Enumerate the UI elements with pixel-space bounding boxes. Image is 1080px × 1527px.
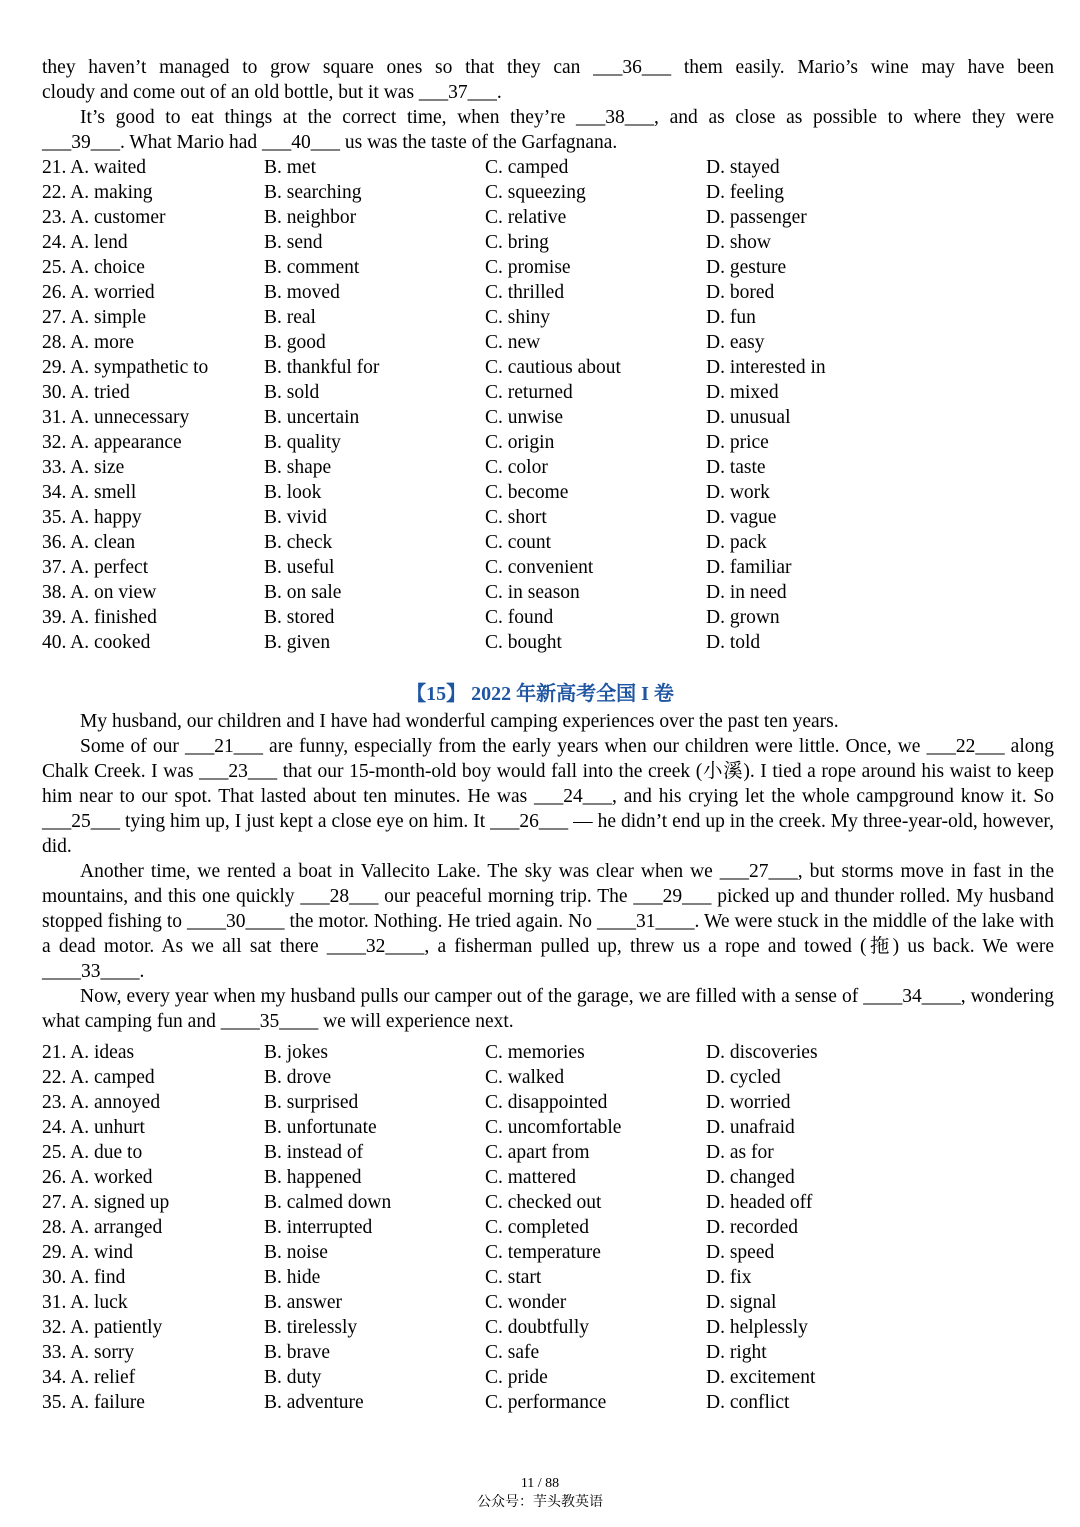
- option-choice: 33. A. sorry: [42, 1342, 135, 1363]
- top-passage: [42, 55, 1054, 155]
- footer-account: 公众号：芋头教英语: [477, 1495, 603, 1510]
- option-choice: C. new: [485, 332, 541, 353]
- option-choice: D. excitement: [706, 1367, 816, 1388]
- option-choice: B. answer: [264, 1292, 342, 1313]
- option-choice: C. short: [485, 507, 547, 528]
- option-choice: 32. A. appearance: [42, 432, 182, 453]
- option-choice: B. noise: [264, 1242, 328, 1263]
- option-choice: B. searching: [264, 182, 362, 203]
- option-choice: B. drove: [264, 1067, 332, 1088]
- option-choice: D. recorded: [706, 1217, 799, 1238]
- option-choice: B. thankful for: [264, 357, 380, 378]
- option-choice: 28. A. arranged: [42, 1217, 163, 1238]
- option-choice: C. start: [485, 1267, 542, 1288]
- option-row: [42, 1215, 1042, 1240]
- option-choice: D. grown: [706, 607, 780, 628]
- page-number: 11 / 88: [520, 1476, 560, 1491]
- option-row: [42, 1240, 1042, 1265]
- option-row: [42, 1390, 1042, 1415]
- option-choice: C. memories: [485, 1042, 585, 1063]
- section-title: 【15】 2022 年新高考全国 I 卷: [406, 683, 674, 705]
- option-choice: B. unfortunate: [264, 1117, 377, 1138]
- option-choice: D. show: [706, 232, 772, 253]
- option-choice: 29. A. wind: [42, 1242, 134, 1263]
- option-choice: C. disappointed: [485, 1092, 608, 1113]
- option-choice: C. color: [485, 457, 548, 478]
- option-choice: B. brave: [264, 1342, 331, 1363]
- option-choice: 23. A. customer: [42, 207, 166, 228]
- passage-line: cloudy and come out of an old bottle, but it was ___37___.: [42, 82, 502, 103]
- option-row: [42, 280, 1042, 305]
- option-choice: 29. A. sympathetic to: [42, 357, 209, 378]
- option-row: [42, 1115, 1042, 1140]
- option-choice: 21. A. ideas: [42, 1042, 135, 1063]
- option-row: [42, 1190, 1042, 1215]
- option-choice: 38. A. on view: [42, 582, 157, 603]
- option-row: [42, 1065, 1042, 1090]
- option-row: [42, 530, 1042, 555]
- option-choice: D. passenger: [706, 207, 807, 228]
- option-choice: C. bring: [485, 232, 549, 253]
- option-choice: 25. A. due to: [42, 1142, 143, 1163]
- option-choice: C. wonder: [485, 1292, 567, 1313]
- option-choice: D. gesture: [706, 257, 787, 278]
- option-choice: D. in need: [706, 582, 787, 603]
- option-choice: 33. A. size: [42, 457, 125, 478]
- option-choice: B. good: [264, 332, 326, 353]
- option-choice: B. check: [264, 532, 333, 553]
- option-choice: D. work: [706, 482, 770, 503]
- option-choice: C. apart from: [485, 1142, 590, 1163]
- option-choice: B. uncertain: [264, 407, 360, 428]
- option-row: [42, 605, 1042, 630]
- option-choice: C. bought: [485, 632, 562, 653]
- option-choice: B. vivid: [264, 507, 327, 528]
- option-choice: C. completed: [485, 1217, 589, 1238]
- option-choice: 25. A. choice: [42, 257, 145, 278]
- option-choice: 28. A. more: [42, 332, 135, 353]
- option-row: [42, 1165, 1042, 1190]
- option-row: [42, 455, 1042, 480]
- option-choice: 22. A. camped: [42, 1067, 155, 1088]
- option-choice: B. happened: [264, 1167, 362, 1188]
- option-choice: 26. A. worked: [42, 1167, 153, 1188]
- option-choice: B. interrupted: [264, 1217, 373, 1238]
- option-choice: 34. A. smell: [42, 482, 137, 503]
- option-row: [42, 380, 1042, 405]
- option-choice: B. jokes: [264, 1042, 328, 1063]
- option-choice: C. become: [485, 482, 569, 503]
- option-choice: C. uncomfortable: [485, 1117, 622, 1138]
- passage-paragraph: Some of our ___21___ are funny, especially from the early years when our children were little. Once, we ___22___ along Chalk Creek. I was ___23___ that our 15-month-old boy would fall into the creek (小溪). I tied a rope around his waist to keep him near to our spot. That lasted about ten minutes. He was ___24___, and his crying let the whole campground know it. So ___25___ tying him up, I just kept a close eye on him. It ___26___ — he didn’t end up in the creek. My three-year-old, however, did.: [42, 736, 1054, 857]
- option-choice: D. headed off: [706, 1192, 813, 1213]
- option-row: [42, 1315, 1042, 1340]
- option-row: [42, 355, 1042, 380]
- option-row: [42, 205, 1042, 230]
- option-row: [42, 1340, 1042, 1365]
- option-choice: C. camped: [485, 157, 569, 178]
- option-choice: C. performance: [485, 1392, 607, 1413]
- option-row: [42, 505, 1042, 530]
- passage-line: ___39___. What Mario had ___40___ us was the taste of the Garfagnana.: [42, 132, 618, 153]
- option-choice: D. changed: [706, 1167, 795, 1188]
- option-choice: C. squeezing: [485, 182, 586, 203]
- passage-2: [42, 709, 1054, 1034]
- option-choice: B. quality: [264, 432, 341, 453]
- option-choice: C. checked out: [485, 1192, 602, 1213]
- option-choice: D. familiar: [706, 557, 792, 578]
- option-choice: 40. A. cooked: [42, 632, 151, 653]
- option-choice: D. fun: [706, 307, 756, 328]
- option-choice: C. doubtfully: [485, 1317, 590, 1338]
- passage-paragraph: Now, every year when my husband pulls our camper out of the garage, we are filled with a sense of ____34____, wondering what camping fun and ____35____ we will experience next.: [42, 986, 1054, 1032]
- option-choice: B. useful: [264, 557, 335, 578]
- option-choice: B. shape: [264, 457, 332, 478]
- option-choice: B. moved: [264, 282, 340, 303]
- option-choice: 32. A. patiently: [42, 1317, 163, 1338]
- option-choice: B. hide: [264, 1267, 321, 1288]
- option-row: [42, 430, 1042, 455]
- passage-paragraph: My husband, our children and I have had wonderful camping experiences over the past ten years.: [80, 711, 839, 732]
- option-choice: B. instead of: [264, 1142, 364, 1163]
- passage-line: they haven’t managed to grow square ones so that they can ___36___ them easily. Mario’s wine may have been: [42, 57, 1054, 78]
- option-choice: C. safe: [485, 1342, 540, 1363]
- option-choice: D. fix: [706, 1267, 752, 1288]
- option-choice: D. speed: [706, 1242, 775, 1263]
- option-choice: D. worried: [706, 1092, 791, 1113]
- option-row: [42, 1040, 1042, 1065]
- option-choice: 39. A. finished: [42, 607, 157, 628]
- option-choice: B. neighbor: [264, 207, 357, 228]
- option-choice: 35. A. happy: [42, 507, 142, 528]
- option-choice: D. interested in: [706, 357, 826, 378]
- option-choice: D. discoveries: [706, 1042, 818, 1063]
- option-row: [42, 230, 1042, 255]
- option-choice: 24. A. lend: [42, 232, 128, 253]
- option-choice: B. calmed down: [264, 1192, 392, 1213]
- option-choice: C. count: [485, 532, 552, 553]
- option-choice: 27. A. signed up: [42, 1192, 170, 1213]
- option-choice: C. mattered: [485, 1167, 576, 1188]
- option-choice: B. look: [264, 482, 322, 503]
- option-row: [42, 1365, 1042, 1390]
- option-choice: B. send: [264, 232, 323, 253]
- option-row: [42, 1090, 1042, 1115]
- option-choice: C. origin: [485, 432, 555, 453]
- option-row: [42, 155, 1042, 180]
- option-row: [42, 1290, 1042, 1315]
- option-choice: D. as for: [706, 1142, 774, 1163]
- option-choice: D. cycled: [706, 1067, 781, 1088]
- passage-line: It’s good to eat things at the correct time, when they’re ___38___, and as close as possible to where they were: [80, 107, 1054, 128]
- option-choice: 36. A. clean: [42, 532, 136, 553]
- option-choice: B. stored: [264, 607, 335, 628]
- option-choice: 23. A. annoyed: [42, 1092, 161, 1113]
- option-choice: D. unusual: [706, 407, 791, 428]
- option-choice: B. duty: [264, 1367, 322, 1388]
- option-choice: B. tirelessly: [264, 1317, 358, 1338]
- option-choice: C. pride: [485, 1367, 548, 1388]
- option-choice: C. walked: [485, 1067, 565, 1088]
- option-choice: 30. A. find: [42, 1267, 126, 1288]
- option-choice: C. thrilled: [485, 282, 565, 303]
- option-row: [42, 555, 1042, 580]
- option-choice: 35. A. failure: [42, 1392, 145, 1413]
- option-choice: D. taste: [706, 457, 766, 478]
- option-choice: D. told: [706, 632, 761, 653]
- option-choice: D. feeling: [706, 182, 784, 203]
- option-choice: D. helplessly: [706, 1317, 808, 1338]
- option-row: [42, 180, 1042, 205]
- option-choice: 31. A. unnecessary: [42, 407, 190, 428]
- option-choice: D. stayed: [706, 157, 780, 178]
- option-choice: 22. A. making: [42, 182, 153, 203]
- options-list-2: [42, 1040, 1042, 1415]
- option-choice: D. unafraid: [706, 1117, 795, 1138]
- option-choice: 31. A. luck: [42, 1292, 128, 1313]
- option-choice: C. convenient: [485, 557, 594, 578]
- option-choice: B. met: [264, 157, 316, 178]
- option-row: [42, 1265, 1042, 1290]
- option-choice: B. comment: [264, 257, 360, 278]
- option-choice: B. sold: [264, 382, 320, 403]
- option-row: [42, 405, 1042, 430]
- option-choice: C. found: [485, 607, 554, 628]
- option-choice: B. real: [264, 307, 316, 328]
- option-choice: C. in season: [485, 582, 580, 603]
- option-choice: B. adventure: [264, 1392, 364, 1413]
- option-row: [42, 330, 1042, 355]
- option-row: [42, 1140, 1042, 1165]
- option-row: [42, 580, 1042, 605]
- options-list-1: [42, 155, 1042, 655]
- option-choice: C. promise: [485, 257, 571, 278]
- option-choice: D. right: [706, 1342, 767, 1363]
- option-choice: C. shiny: [485, 307, 551, 328]
- option-choice: D. conflict: [706, 1392, 790, 1413]
- option-choice: 27. A. simple: [42, 307, 147, 328]
- option-choice: 37. A. perfect: [42, 557, 149, 578]
- option-choice: C. relative: [485, 207, 567, 228]
- option-choice: C. temperature: [485, 1242, 601, 1263]
- option-choice: C. unwise: [485, 407, 563, 428]
- option-choice: D. vague: [706, 507, 777, 528]
- option-choice: B. given: [264, 632, 331, 653]
- option-choice: B. on sale: [264, 582, 342, 603]
- option-choice: B. surprised: [264, 1092, 359, 1113]
- option-choice: C. cautious about: [485, 357, 621, 378]
- passage-paragraph: Another time, we rented a boat in Vallecito Lake. The sky was clear when we ___27___, but storms move in fast in the mountains, and this one quickly ___28___ our peaceful morning trip. The ___29___ picked up and thunder rolled. My husband stopped fishing to ____30____ the motor. Nothing. He tried again. No ____31____. We were stuck in the middle of the lake with a dead motor. As we all sat there ____32____, a fisherman pulled up, threw us a rope and towed (拖) us back. We were ____33____.: [42, 861, 1054, 982]
- option-choice: D. bored: [706, 282, 775, 303]
- option-choice: 30. A. tried: [42, 382, 130, 403]
- option-choice: 26. A. worried: [42, 282, 155, 303]
- option-choice: D. easy: [706, 332, 765, 353]
- option-choice: C. returned: [485, 382, 573, 403]
- option-choice: 21. A. waited: [42, 157, 146, 178]
- option-choice: D. pack: [706, 532, 767, 553]
- option-row: [42, 630, 1042, 655]
- option-row: [42, 255, 1042, 280]
- option-row: [42, 305, 1042, 330]
- option-choice: 34. A. relief: [42, 1367, 136, 1388]
- option-choice: 24. A. unhurt: [42, 1117, 145, 1138]
- option-choice: D. price: [706, 432, 769, 453]
- option-choice: D. mixed: [706, 382, 779, 403]
- option-row: [42, 480, 1042, 505]
- option-choice: D. signal: [706, 1292, 777, 1313]
